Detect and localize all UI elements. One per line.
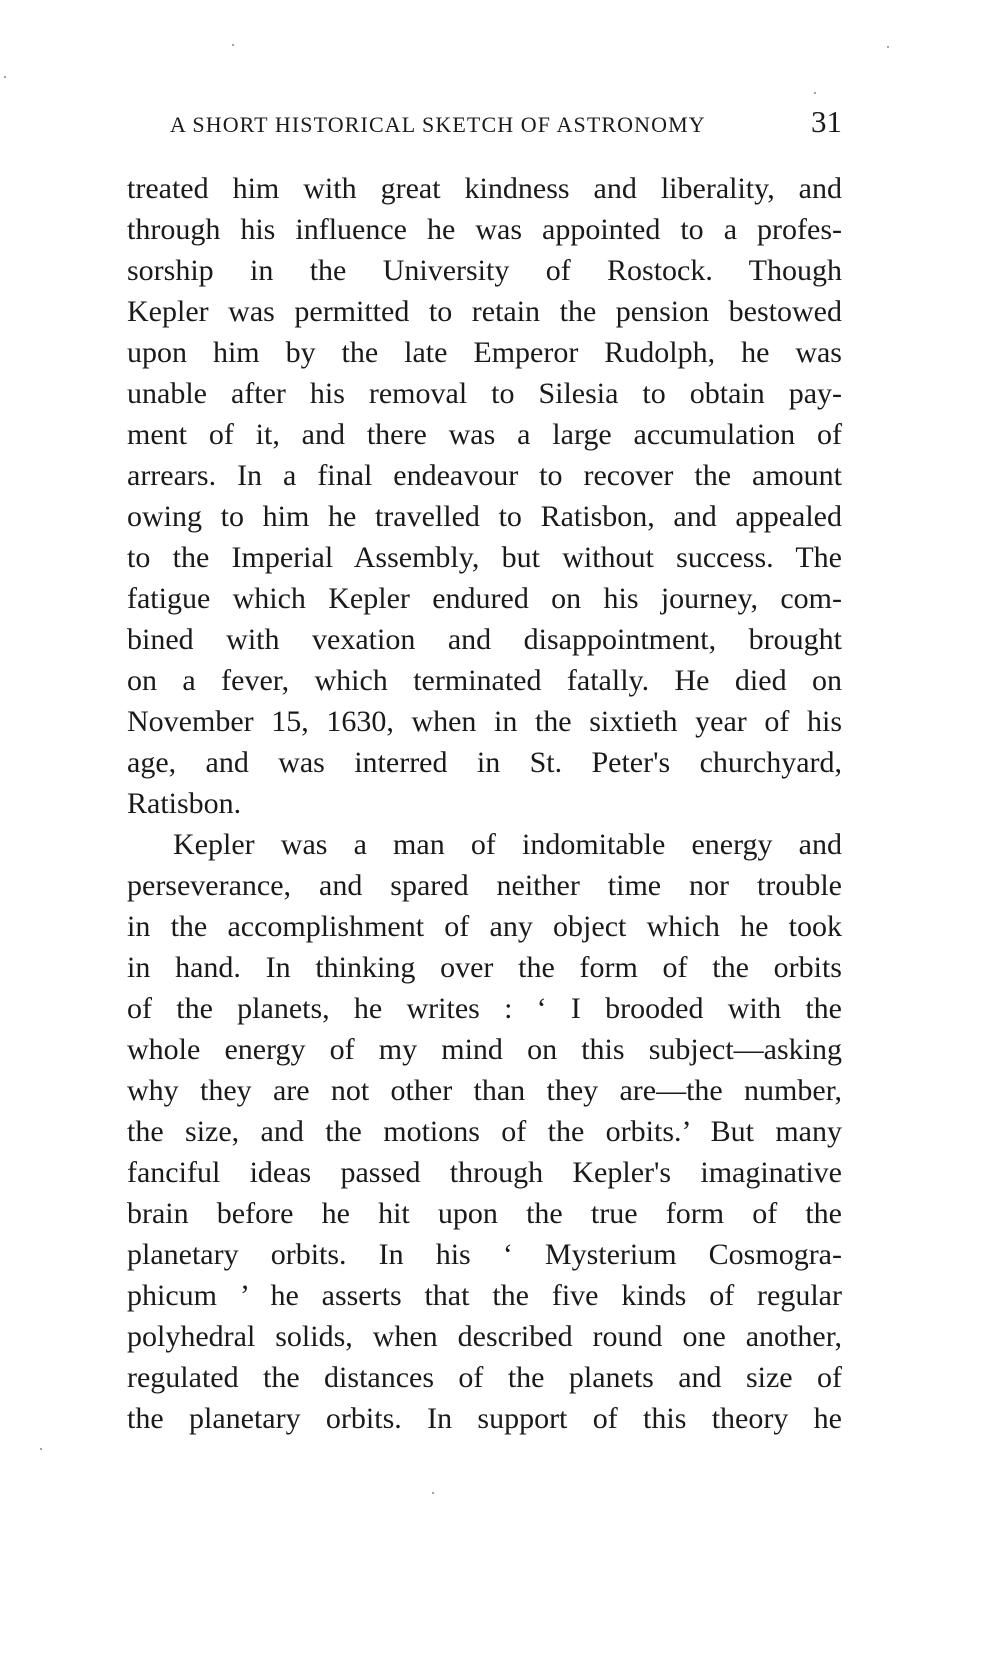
text-line: upon him by the late Emperor Rudolph, he was — [127, 336, 842, 369]
text-line: to the Imperial Assembly, but without success. The — [127, 541, 842, 574]
text-line: Ratisbon. — [127, 787, 242, 820]
text-line: unable after his removal to Silesia to obtain pay- — [127, 377, 842, 410]
running-head — [170, 104, 842, 144]
text-line: perseverance, and spared neither time nor trouble — [127, 869, 842, 902]
text-line: regulated the distances of the planets and size of — [127, 1361, 842, 1394]
text-line: through his influence he was appointed to a profes- — [127, 213, 842, 246]
text-line: polyhedral solids, when described round one another, — [127, 1320, 842, 1353]
text-line: fatigue which Kepler endured on his journey, com- — [127, 582, 842, 615]
text-line: in the accomplishment of any object which he took — [127, 910, 842, 943]
text-line: arrears. In a final endeavour to recover the amount — [127, 459, 842, 492]
text-line: the planetary orbits. In support of this theory he — [127, 1402, 842, 1435]
text-line: the size, and the motions of the orbits.’ But many — [127, 1115, 842, 1148]
text-line: planetary orbits. In his ‘ Mysterium Cosmogra- — [127, 1238, 842, 1271]
text-line: bined with vexation and disappointment, brought — [127, 623, 842, 656]
text-line: Kepler was permitted to retain the pension bestowed — [127, 295, 842, 328]
page-number: 31 — [811, 104, 842, 139]
text-line: fanciful ideas passed through Kepler's imaginative — [127, 1156, 842, 1189]
text-line: sorship in the University of Rostock. Though — [127, 254, 842, 287]
text-line: in hand. In thinking over the form of the orbits — [127, 951, 842, 984]
scan-speck — [887, 46, 889, 48]
text-line: owing to him he travelled to Ratisbon, and appealed — [127, 500, 842, 533]
scan-speck — [814, 92, 816, 94]
text-line: whole energy of my mind on this subject—asking — [127, 1033, 842, 1066]
text-line: treated him with great kindness and liberality, and — [127, 172, 842, 205]
scan-speck — [232, 44, 234, 46]
text-line: Kepler was a man of indomitable energy and — [173, 828, 842, 861]
running-title: A SHORT HISTORICAL SKETCH OF ASTRONOMY — [170, 112, 706, 137]
text-line: November 15, 1630, when in the sixtieth year of his — [127, 705, 842, 738]
scan-speck — [432, 1492, 434, 1494]
text-line: of the planets, he writes : ‘ I brooded with the — [127, 992, 842, 1025]
text-line: phicum ’ he asserts that the five kinds of regular — [127, 1279, 842, 1312]
text-line: brain before he hit upon the true form of the — [127, 1197, 842, 1230]
text-line: ment of it, and there was a large accumulation of — [127, 418, 842, 451]
text-line: age, and was interred in St. Peter's churchyard, — [127, 746, 842, 779]
text-line: on a fever, which terminated fatally. He died on — [127, 664, 842, 697]
scan-speck — [4, 76, 6, 78]
body-text — [127, 168, 842, 1439]
text-line: why they are not other than they are—the number, — [127, 1074, 842, 1107]
scan-speck — [40, 1448, 42, 1450]
